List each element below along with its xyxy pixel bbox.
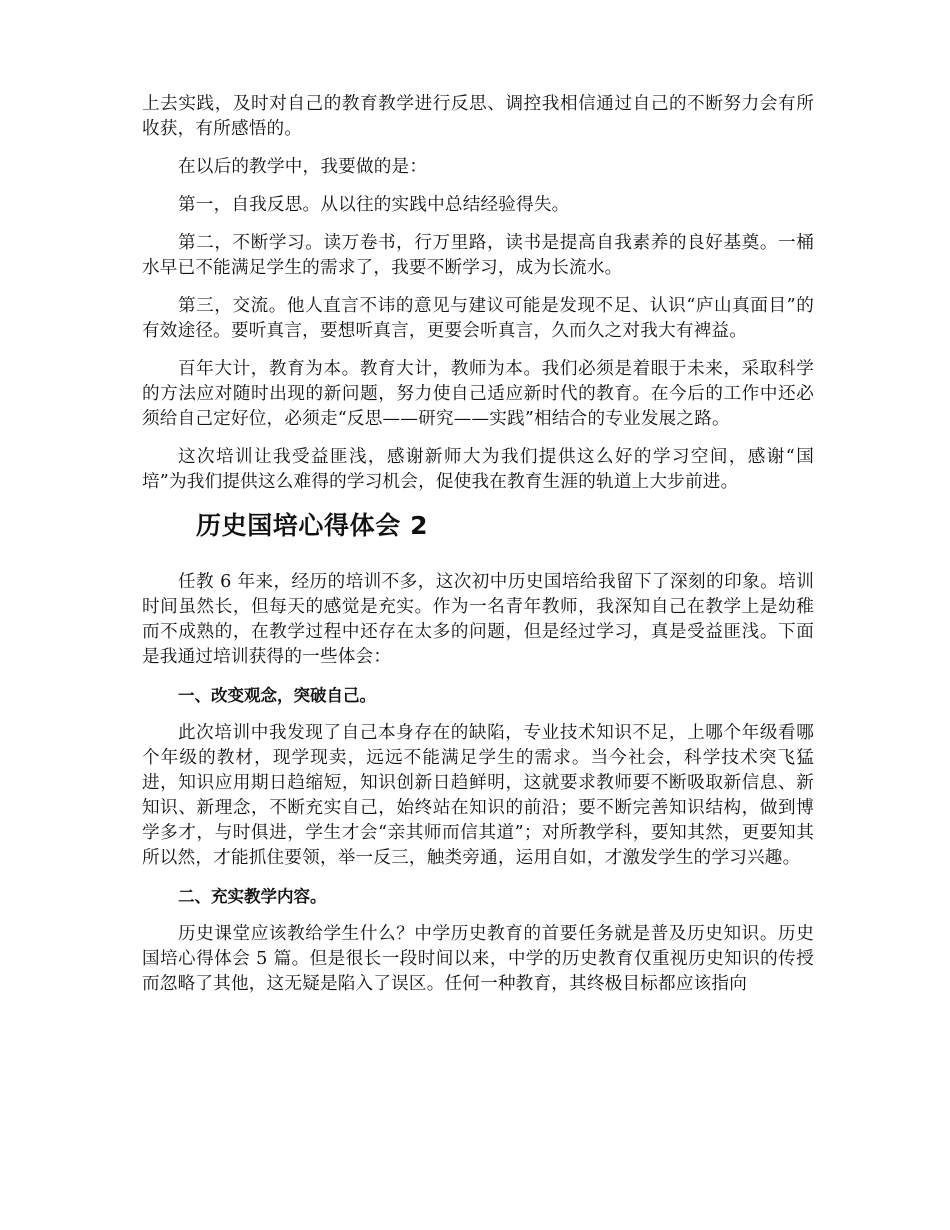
paragraph-section-2: 历史课堂应该教给学生什么？中学历史教育的首要任务就是普及历史知识。历史国培心得体会 5 篇。但是很长一段时间以来，中学的历史教育仅重视历史知识的传授而忽略了其他，这无疑是陷入了误区。任何一种教育，其终极目标都应该指向 [142,924,814,994]
paragraph-continuation: 上去实践，及时对自己的教育教学进行反思、调控我相信通过自己的不断努力会有所收获，有所感悟的。 [142,94,814,139]
paragraph-section-1: 此次培训中我发现了自己本身存在的缺陷，专业技术知识不足，上哪个年级看哪个年级的教材，现学现卖，远远不能满足学生的需求。当今社会，科学技术突飞猛进，知识应用期日趋缩短，知识创新日趋鲜明，这就要求教师要不断吸取新信息、新知识、新理念，不断充实自己，始终站在知识的前沿；要不断完善知识结构，做到博学多才，与时俱进，学生才会“亲其师而信其道”；对所教学科，要知其然，更要知其所以然，才能抓住要领，举一反三，触类旁通，运用自如，才激发学生的学习兴趣。 [142,723,814,868]
paragraph-thanks: 这次培训让我受益匪浅，感谢新师大为我们提供这么好的学习空间，感谢“国培”为我们提供这么难得的学习机会，促使我在教育生涯的轨道上大步前进。 [142,447,814,492]
paragraph-point-2: 第二，不断学习。读万卷书，行万里路，读书是提高自我素养的良好基奠。一桶水早已不能满足学生的需求了，我要不断学习，成为长流水。 [142,233,814,278]
document-body [142,92,814,1010]
paragraph-point-1: 第一，自我反思。从以往的实践中总结经验得失。 [178,195,570,215]
paragraph-point-3: 第三，交流。他人直言不讳的意见与建议可能是发现不足、认识“庐山真面目”的有效途径。要听真言，要想听真言，更要会听真言，久而久之对我大有裨益。 [142,296,814,341]
paragraph-plan-intro: 在以后的教学中，我要做的是： [178,157,428,177]
subheading-2: 二、充实教学内容。 [178,887,327,906]
paragraph-intro: 任教 6 年来，经历的培训不多，这次初中历史国培给我留下了深刻的印象。培训时间虽然长，但每天的感觉是充实。作为一名青年教师，我深知自己在教学上是幼稚而不成熟的，在教学过程中还存在太多的问题，但是经过学习，真是受益匪浅。下面是我通过培训获得的一些体会： [142,572,814,667]
paragraph-education-plan: 百年大计，教育为本。教育大计，教师为本。我们必须是着眼于未来，采取科学的方法应对随时出现的新问题，努力使自己适应新时代的教育。在今后的工作中还必须给自己定好位，必须走“反思——研究——实践”相结合的专业发展之路。 [142,359,814,429]
subheading-1: 一、改变观念，突破自己。 [178,686,376,705]
section-heading: 历史国培心得体会 2 [196,511,429,540]
